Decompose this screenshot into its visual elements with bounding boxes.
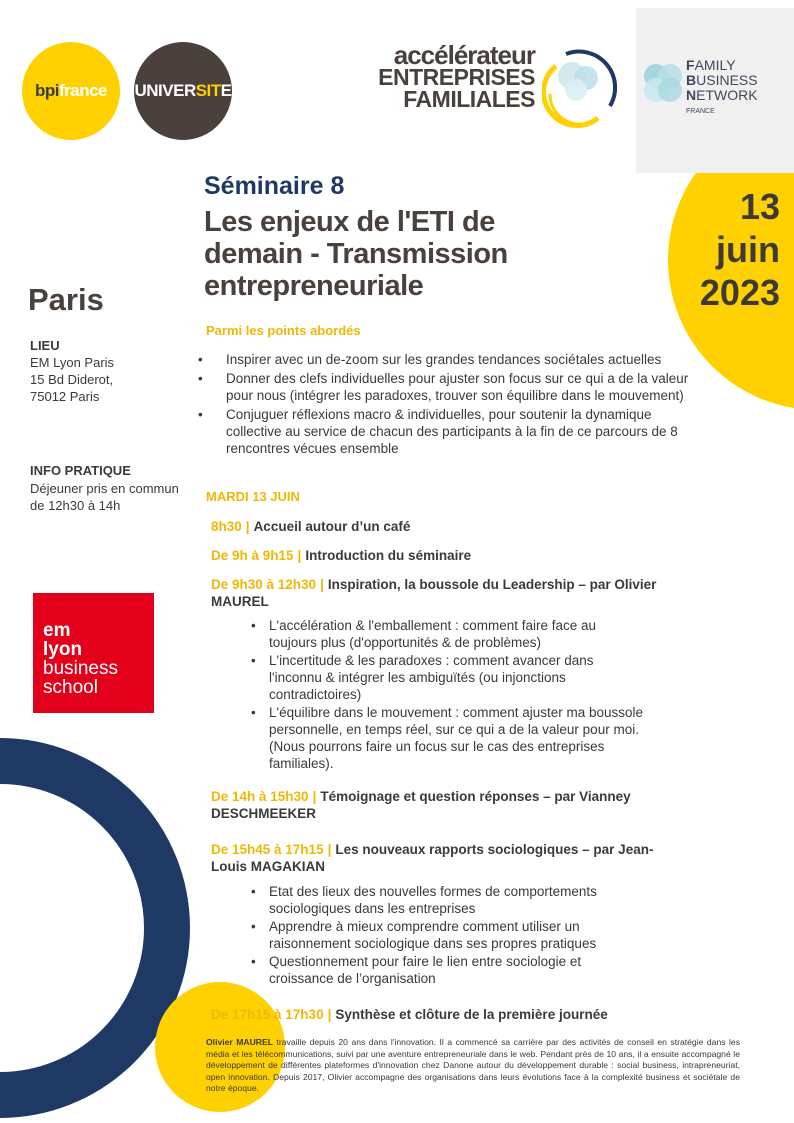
bio-text: travaille depuis 20 ans dans l'innovation. Il a commencé sa carrière par des activités de conseil en stratégie dans les média et les télécommunications, suivi par une aventure entrepreneuriale dans le web. Pendant près de 10 ans, il a ensuite accompagné le développement de différentes plateformes d'innovation chez Danone autour du développement durable : social business, intrapreneuriat, open innovation. Depuis 2017, Olivier accompagne des organisations dans leurs évolutions face à la complexité business et sociétale de notre époque.	[206, 1037, 740, 1094]
bpi-logo-accent: france	[58, 81, 108, 100]
bpi-logo-prefix: bpi	[34, 81, 59, 100]
slot-text: Inspiration, la boussole du Leadership – par Olivier MAUREL	[211, 577, 657, 609]
acc-logo-line2: ENTREPRISES	[378, 64, 535, 90]
list-item: • Conjuguer réflexions macro & individuelles, pour soutenir la dynamique collective au service de chacun des participants à la fin de ce parcours de 8 rencontres vécues ensemble	[198, 406, 703, 457]
seminar-title: Les enjeux de l'ETI de demain - Transmission entrepreneuriale	[204, 206, 508, 302]
lieu-label: LIEU	[30, 338, 60, 353]
slot-time: De 9h à 9h15	[211, 548, 294, 563]
info-pratique-text: Déjeuner pris en commun de 12h30 à 14h	[30, 481, 179, 513]
list-item: • Questionnement pour faire le lien entre sociologie et croissance de l’organisation	[251, 953, 646, 987]
slot-text: Accueil autour d’un café	[253, 519, 411, 534]
accelerateur-logo	[360, 40, 620, 134]
agenda-slot: De 15h45 à 17h15 | Les nouveaux rapports sociologiques – par Jean-Louis MAGAKIAN	[211, 842, 654, 874]
list-item: • Donner des clefs individuelles pour ajuster son focus sur ce qui a de la valeur pour nous (intégrer les paradoxes, trouver son équilibre dans le mouvement)	[198, 370, 703, 404]
date-day: 13	[739, 186, 780, 227]
event-date	[680, 185, 780, 314]
slot-time: De 9h30 à 12h30	[211, 577, 317, 592]
fbn-emblem-icon	[640, 58, 688, 110]
slot-text: Témoignage et question réponses – par Vianney DESCHMEEKER	[211, 789, 631, 821]
slot-time: De 14h à 15h30	[211, 789, 309, 804]
accelerateur-emblem-icon	[542, 46, 618, 128]
venue-address	[30, 354, 114, 405]
list-item: • L'incertitude & les paradoxes : comment avancer dans l'inconnu & intégrer les ambiguïtés (ou injonctions contradictoires)	[251, 652, 646, 703]
agenda-slot: De 9h30 à 12h30 | Inspiration, la boussole du Leadership – par Olivier MAUREL	[211, 577, 657, 609]
list-item: • L'accélération & l'emballement : comment faire face au toujours plus (d'opportunités & de problèmes)	[251, 617, 646, 651]
fbn-line3-first: N	[686, 87, 697, 103]
speaker-bio	[206, 1037, 740, 1095]
slot-text: Les nouveaux rapports sociologiques – par Jean-Louis MAGAKIAN	[211, 842, 654, 874]
points-heading: Parmi les points abordés	[206, 323, 361, 338]
emlyon-line4: school	[43, 677, 98, 698]
fbn-line2-rest: USINESS	[696, 72, 758, 88]
slot-time: De 17h15 à 17h30	[211, 1007, 324, 1022]
emlyon-line2: lyon	[43, 639, 83, 660]
univ-logo-before: UNIVER	[134, 81, 196, 100]
emlyon-line3: business	[43, 658, 118, 679]
agenda-slot: De 9h à 9h15 | Introduction du séminaire	[211, 548, 472, 563]
slot-text: Introduction du séminaire	[305, 548, 472, 563]
date-year: 2023	[699, 272, 780, 313]
list-item: • Inspirer avec un de-zoom sur les grandes tendances sociétales actuelles	[198, 351, 703, 368]
univ-logo-accent: SIT	[195, 81, 221, 100]
info-pratique-label: INFO PRATIQUE	[30, 463, 131, 478]
slot-bullets	[251, 883, 646, 988]
date-month: juin	[716, 229, 780, 270]
acc-logo-line3: FAMILIALES	[403, 86, 535, 112]
slot-time: 8h30	[211, 519, 242, 534]
fbn-line2-first: B	[686, 72, 697, 88]
list-item: • Apprendre à mieux comprendre comment utiliser un raisonnement sociologique dans ses propres pratiques	[251, 918, 646, 952]
emlyon-line1: em	[43, 620, 71, 641]
list-item: • L'équilibre dans le mouvement : comment ajuster ma boussole personnelle, en temps réel, sur ce qui a de la valeur pour moi. (Nous pourrons faire un focus sur le cas des entreprises familiales).	[251, 704, 646, 772]
venue-address-line: EM Lyon Paris	[30, 355, 115, 370]
fbn-country: FRANCE	[686, 108, 715, 115]
agenda-day: MARDI 13 JUIN	[206, 489, 300, 504]
family-business-network-logo	[636, 8, 794, 173]
slot-bullets	[251, 617, 646, 773]
universite-logo	[134, 42, 232, 140]
agenda-slot: De 14h à 15h30 | Témoignage et question réponses – par Vianney DESCHMEEKER	[211, 789, 631, 821]
venue-address-line: 15 Bd Diderot,	[30, 372, 114, 387]
agenda-slot: 8h30 | Accueil autour d’un café	[211, 519, 411, 534]
bio-name: Olivier MAUREL	[206, 1037, 273, 1047]
points-list	[198, 351, 703, 459]
fbn-line1-rest: AMILY	[694, 57, 736, 73]
slot-text: Synthèse et clôture de la première journée	[335, 1007, 608, 1022]
venue-address-line: 75012 Paris	[30, 389, 100, 404]
univ-logo-after: E	[220, 81, 232, 100]
slot-time: De 15h45 à 17h15	[211, 842, 324, 857]
acc-logo-line1: accélérateur	[393, 40, 535, 70]
fbn-line3-rest: ETWORK	[696, 87, 758, 103]
seminar-number: Séminaire 8	[204, 172, 345, 200]
agenda-slot: De 17h15 à 17h30 | Synthèse et clôture de la première journée	[211, 1007, 608, 1022]
city-heading: Paris	[28, 282, 104, 317]
fbn-line1-first: F	[686, 57, 695, 73]
list-item: • Etat des lieux des nouvelles formes de comportements sociologiques dans les entreprises	[251, 883, 646, 917]
emlyon-logo	[33, 593, 154, 713]
bpifrance-logo	[22, 42, 120, 140]
